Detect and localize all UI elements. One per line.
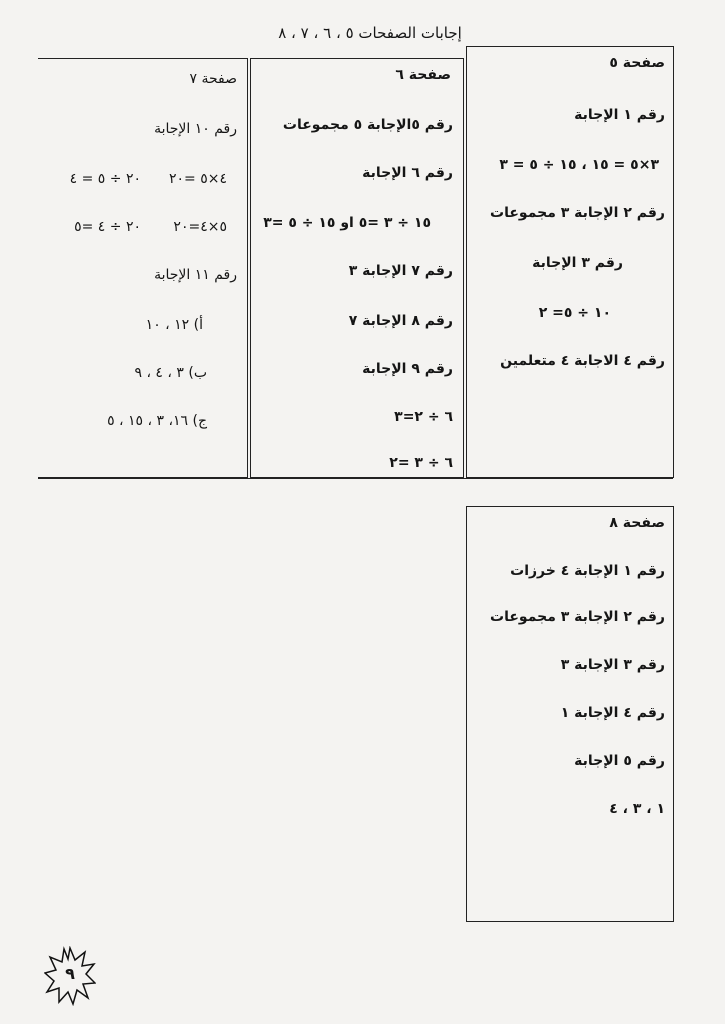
page5-line: رقم ٤ الاجابة ٤ متعلمين	[500, 353, 665, 369]
page8-line: رقم ٢ الإجابة ٣ مجموعات	[490, 609, 665, 625]
top-divider	[38, 478, 673, 479]
page7-line: ٤×٥ =٢٠	[168, 171, 227, 187]
page7-line: أ) ١٢ ، ١٠	[145, 317, 203, 333]
page5-line: ١٠ ÷ ٥= ٢	[538, 305, 611, 321]
page5-box	[466, 46, 674, 478]
page5-heading: صفحة ٥	[609, 55, 665, 71]
page-title: إجابات الصفحات ٥ ، ٦ ، ٧ ، ٨	[278, 24, 462, 42]
page7-line: ٥×٤=٢٠	[173, 219, 227, 235]
page8-box	[466, 506, 674, 922]
page5-line: رقم ٣ الإجابة	[532, 255, 623, 271]
page6-line: ٦ ÷ ٣ =٢	[389, 455, 453, 471]
page5-line: ٣×٥ = ١٥ ، ١٥ ÷ ٥ = ٣	[499, 157, 659, 173]
page8-line: رقم ٥ الإجابة	[574, 753, 665, 769]
page7-line: ٢٠ ÷ ٥ = ٤	[69, 171, 141, 187]
page8-line: رقم ٤ الإجابة ١	[560, 705, 665, 721]
page-number-text: ٩	[65, 964, 75, 983]
page6-line: ٦ ÷ ٢=٣	[394, 409, 453, 425]
page7-heading: صفحة ٧	[189, 71, 237, 87]
page6-line: رقم ٥الإجابة ٥ مجموعات	[282, 117, 453, 133]
page7-line: ب) ٣ ، ٤ ، ٩	[134, 365, 207, 381]
page6-line: رقم ٨ الإجابة ٧	[348, 313, 453, 329]
page5-line: رقم ٢ الإجابة ٣ مجموعات	[490, 205, 665, 221]
page6-line: رقم ٩ الإجابة	[362, 361, 453, 377]
page6-line: رقم ٧ الإجابة ٣	[348, 263, 453, 279]
page-number	[44, 946, 96, 1006]
page8-line: رقم ٣ الإجابة ٣	[560, 657, 665, 673]
page8-line: ١ ، ٣ ، ٤	[609, 801, 665, 817]
page6-box	[250, 58, 464, 478]
page6-heading: صفحة ٦	[395, 67, 451, 83]
page7-line: ج) ١٦، ٣ ، ١٥ ، ٥	[107, 413, 207, 429]
page8-line: رقم ١ الإجابة ٤ خرزات	[510, 563, 665, 579]
page7-line: ٢٠ ÷ ٤ =٥	[74, 219, 141, 235]
page6-line: ١٥ ÷ ٣ =٥ او ١٥ ÷ ٥ =٣	[263, 215, 431, 231]
page7-line: رقم ١١ الإجابة	[154, 267, 237, 283]
page8-heading: صفحة ٨	[609, 515, 665, 531]
page7-box	[38, 58, 248, 478]
page5-line: رقم ١ الإجابة	[574, 107, 665, 123]
page6-line: رقم ٦ الإجابة	[362, 165, 453, 181]
page7-line: رقم ١٠ الإجابة	[154, 121, 237, 137]
